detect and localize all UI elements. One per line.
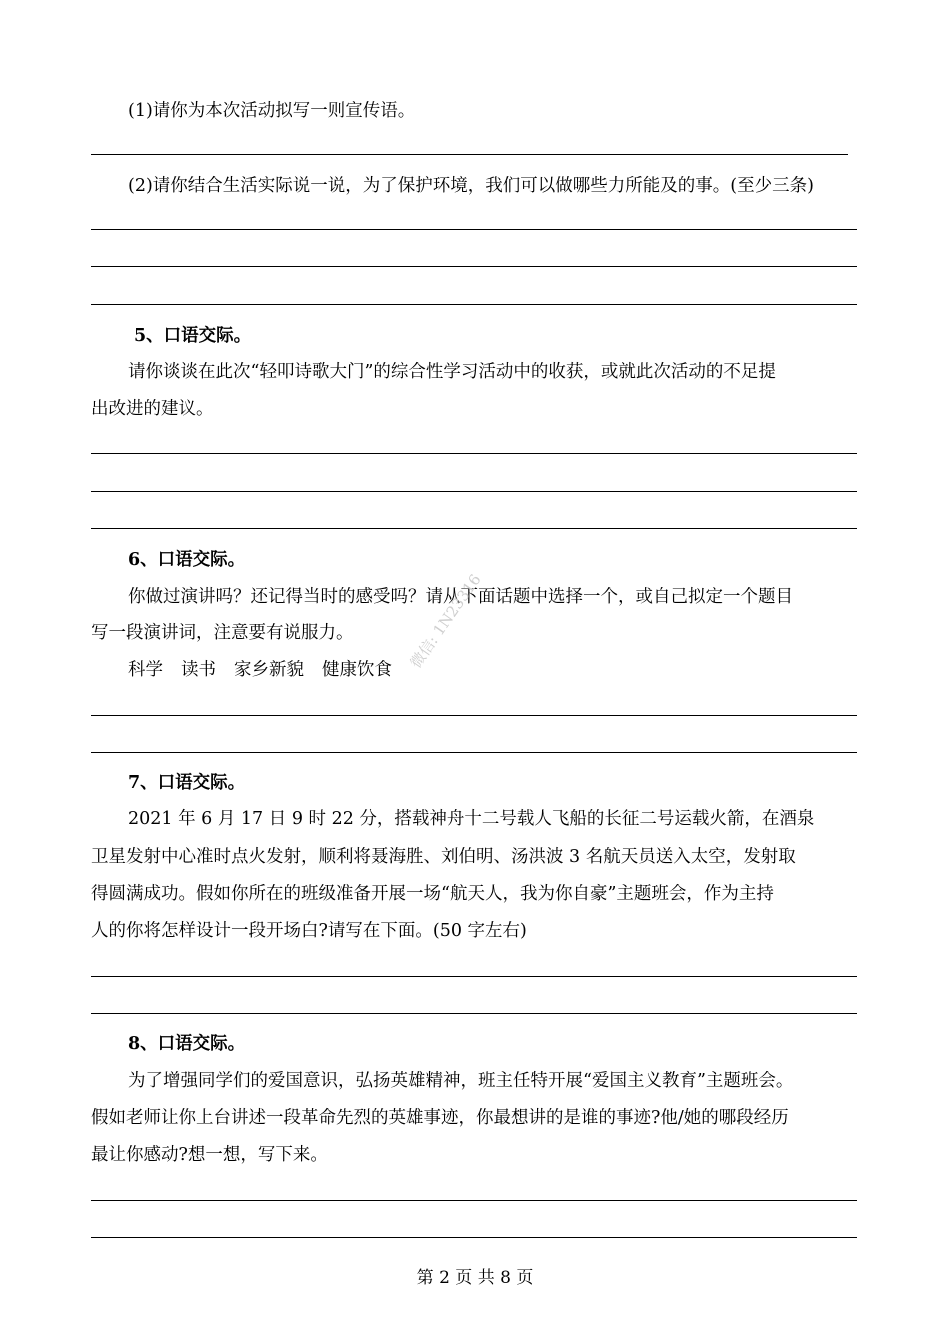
- topic-item: 读书: [181, 660, 216, 680]
- answer-line: [91, 715, 857, 716]
- topic-item: 家乡新貌: [234, 660, 304, 680]
- answer-line: [91, 304, 857, 305]
- answer-line: [91, 1200, 857, 1201]
- watermark: 微信: 1N23316: [406, 570, 485, 672]
- page-number-footer: 第 2 页 共 8 页: [416, 1268, 534, 1288]
- q6-text-line2: 写一段演讲词，注意要有说服力。: [91, 623, 354, 643]
- q8-text-line1: 为了增强同学们的爱国意识，弘扬英雄精神，班主任特开展“爱国主义教育”主题班会。: [128, 1071, 794, 1091]
- q5-heading: 5、口语交际。: [134, 326, 252, 346]
- q5-text-line2: 出改进的建议。: [91, 399, 214, 419]
- q7-text-line4: 人的你将怎样设计一段开场白?请写在下面。(50 字左右): [91, 921, 527, 941]
- answer-line: [91, 229, 857, 230]
- q7-text-line3: 得圆满成功。假如你所在的班级准备开展一场“航天人，我为你自豪”主题班会，作为主持: [91, 884, 774, 904]
- q6-heading: 6、口语交际。: [128, 550, 246, 570]
- q8-text-line3: 最让你感动?想一想，写下来。: [91, 1145, 328, 1165]
- answer-line: [91, 491, 857, 492]
- q5-text-line1: 请你谈谈在此次“轻叩诗歌大门”的综合性学习活动中的收获，或就此次活动的不足提: [128, 362, 776, 382]
- topic-item: 健康饮食: [322, 660, 392, 680]
- q4-part1-text: (1)请你为本次活动拟写一则宣传语。: [128, 101, 416, 121]
- answer-line: [91, 266, 857, 267]
- topic-item: 科学: [128, 660, 163, 680]
- answer-line: [91, 976, 857, 977]
- q6-text-line1: 你做过演讲吗？还记得当时的感受吗？请从下面话题中选择一个，或自己拟定一个题目: [128, 587, 793, 607]
- answer-line: [91, 1013, 857, 1014]
- answer-line: [91, 528, 857, 529]
- answer-line: [91, 752, 857, 753]
- q7-heading: 7、口语交际。: [128, 773, 246, 793]
- q6-topic-list: [128, 658, 410, 682]
- q8-text-line2: 假如老师让你上台讲述一段革命先烈的英雄事迹，你最想讲的是谁的事迹?他/她的哪段经历: [91, 1108, 789, 1128]
- answer-line: [91, 453, 857, 454]
- answer-line: [91, 1237, 857, 1238]
- q8-heading: 8、口语交际。: [128, 1034, 246, 1054]
- q4-part2-text: (2)请你结合生活实际说一说，为了保护环境，我们可以做哪些力所能及的事。(至少三条): [128, 176, 814, 196]
- q7-text-line2: 卫星发射中心准时点火发射，顺利将聂海胜、刘伯明、汤洪波 3 名航天员送入太空，发射取: [91, 847, 796, 867]
- answer-line: [91, 154, 848, 155]
- q7-text-line1: 2021 年 6 月 17 日 9 时 22 分，搭载神舟十二号载人飞船的长征二号运载火箭，在酒泉: [128, 809, 815, 829]
